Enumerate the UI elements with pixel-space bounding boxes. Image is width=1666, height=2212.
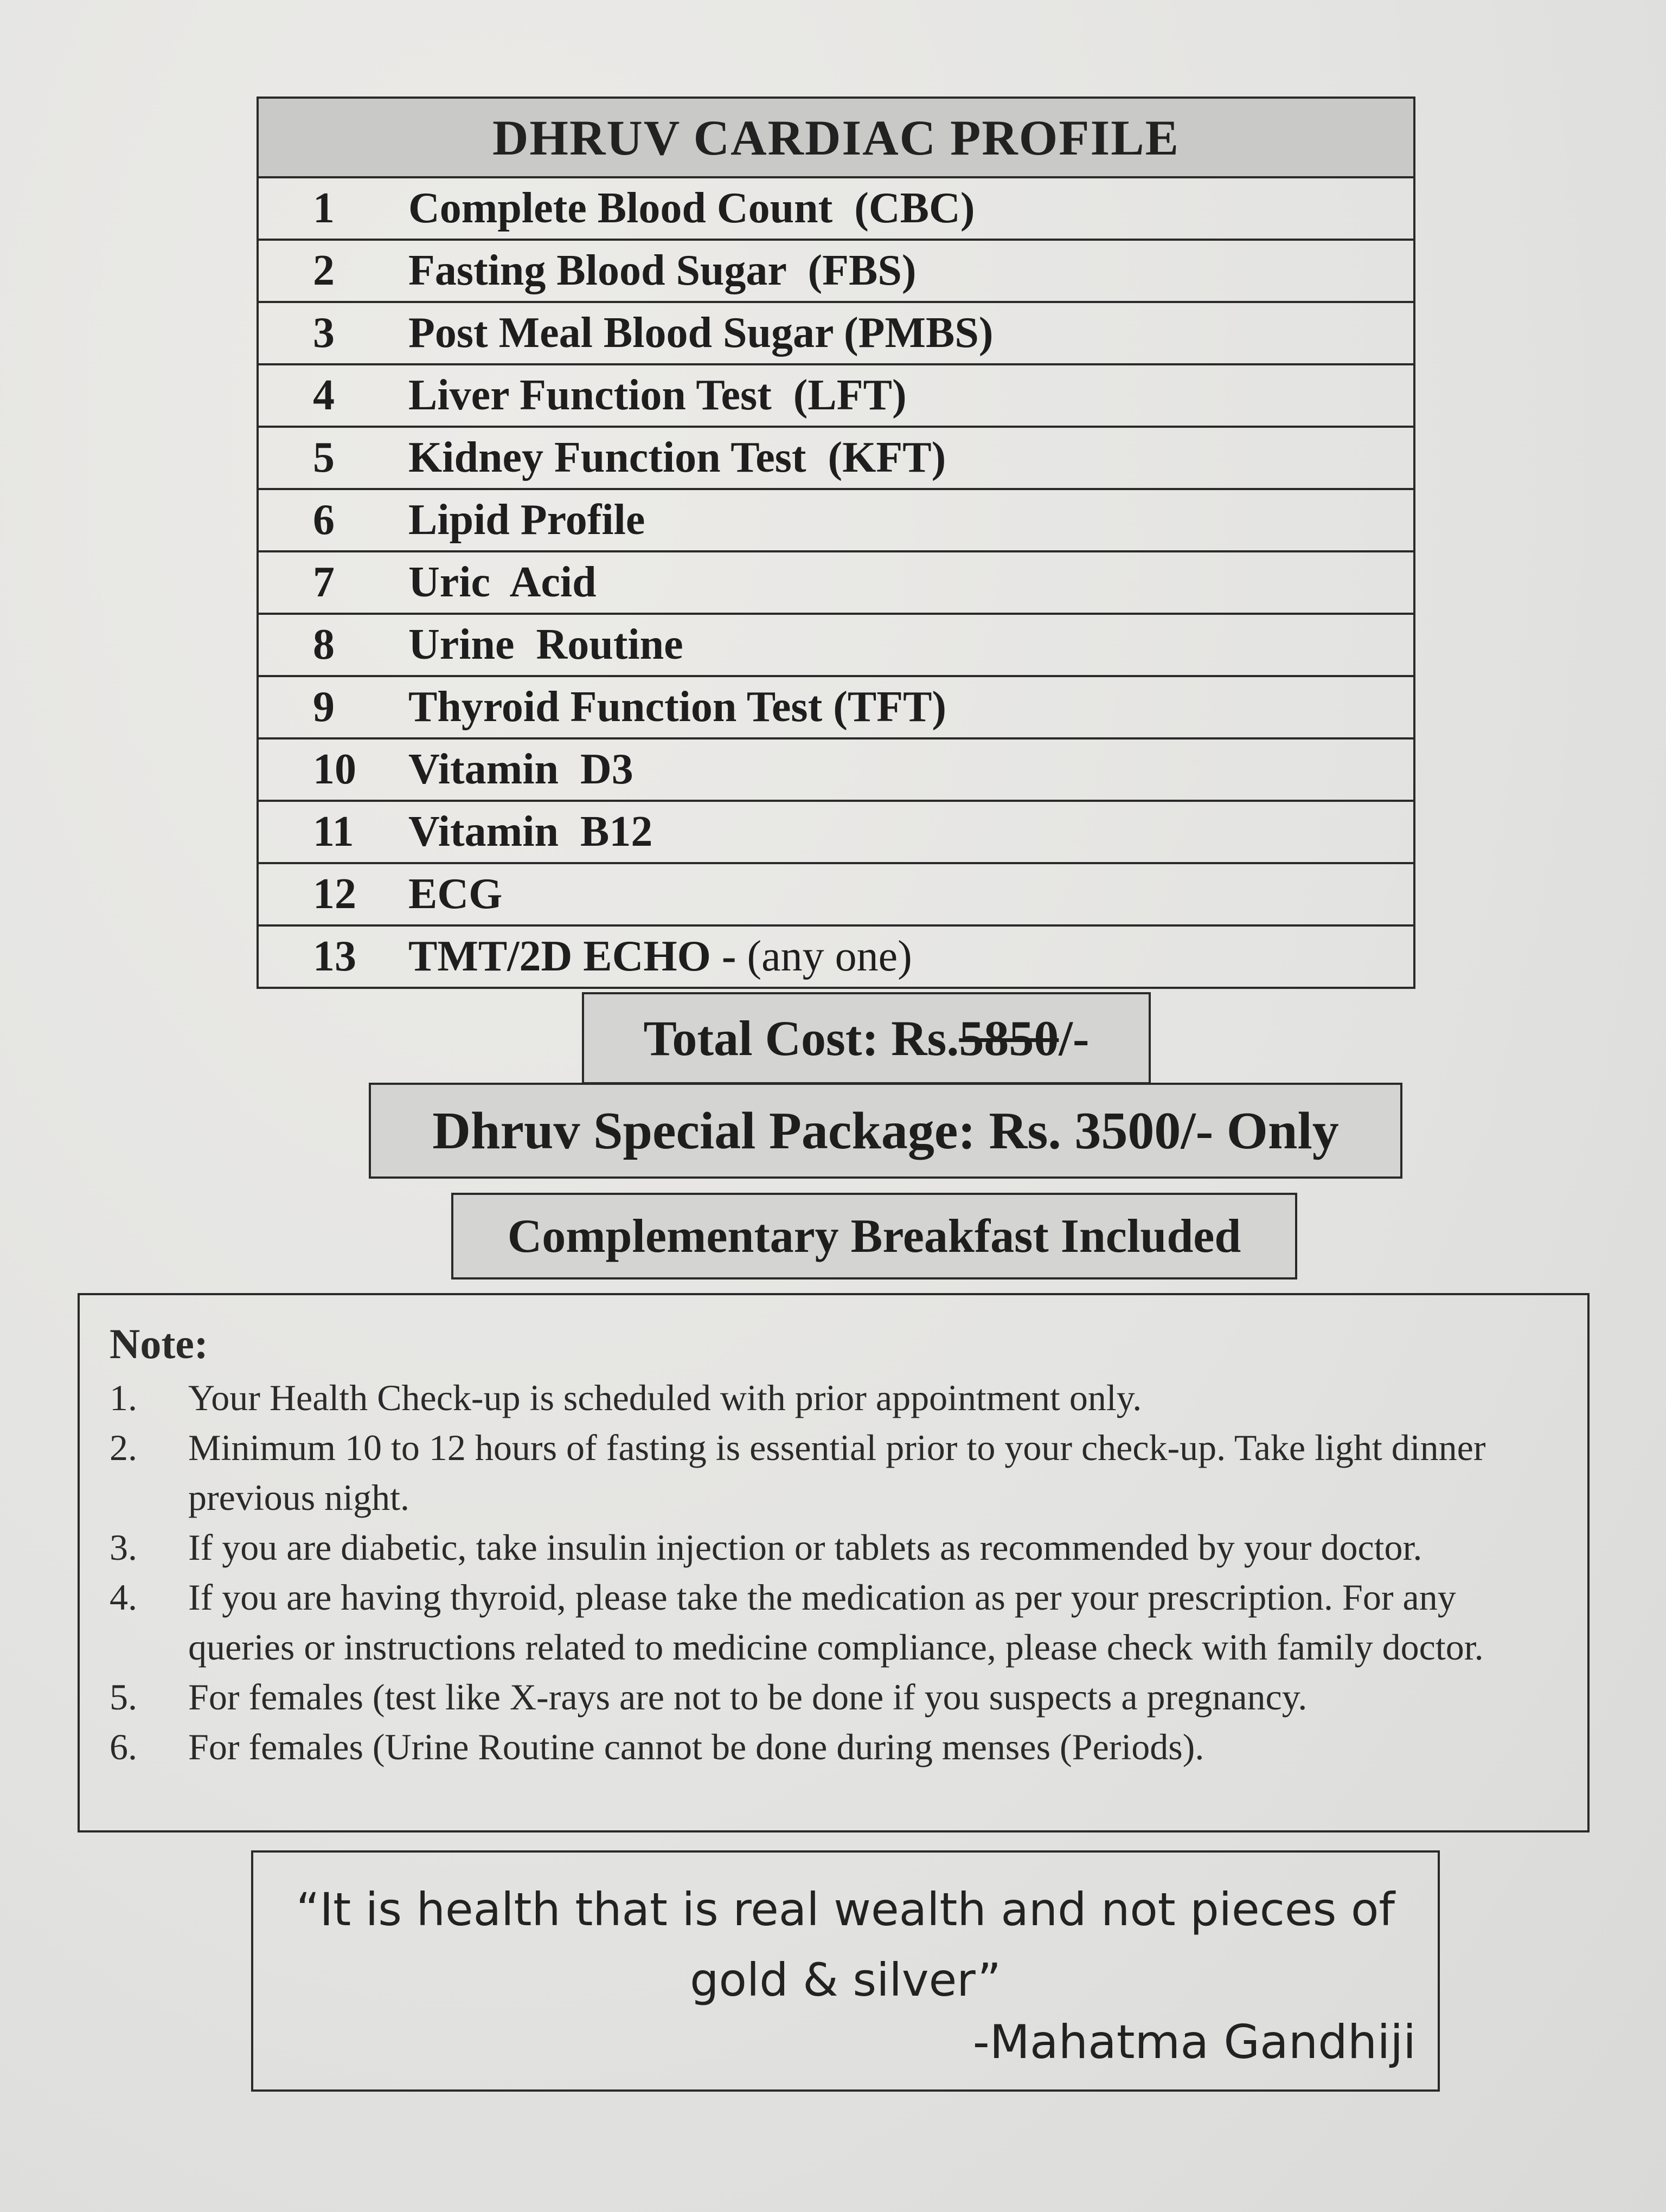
test-name-cell xyxy=(408,932,1413,981)
note-box xyxy=(78,1293,1590,1832)
test-number: 11 xyxy=(313,808,354,856)
total-cost-amount: 5850 xyxy=(959,1011,1059,1066)
total-cost-box xyxy=(582,992,1151,1084)
test-name-cell xyxy=(408,496,1413,545)
test-name: Uric Acid xyxy=(408,558,597,606)
test-number: 13 xyxy=(313,933,356,980)
note-text: Minimum 10 to 12 hours of fasting is essential prior to your check-up. Take light dinner previous night. xyxy=(188,1427,1486,1518)
test-row xyxy=(259,303,1413,365)
test-list xyxy=(259,178,1413,987)
note-item xyxy=(110,1672,1560,1722)
test-name: Fasting Blood Sugar (FBS) xyxy=(408,247,917,294)
test-name: Complete Blood Count (CBC) xyxy=(408,184,975,232)
note-text: Your Health Check-up is scheduled with prior appointment only. xyxy=(188,1377,1142,1418)
note-number: 2. xyxy=(110,1427,137,1468)
test-name: Vitamin D3 xyxy=(408,745,633,793)
breakfast-box xyxy=(451,1193,1297,1279)
test-row xyxy=(259,864,1413,927)
test-name: TMT/2D ECHO - xyxy=(408,933,747,980)
note-list xyxy=(110,1373,1560,1772)
note-text: For females (test like X-rays are not to be done if you suspects a pregnancy. xyxy=(188,1676,1308,1718)
test-name-cell xyxy=(408,745,1413,794)
test-number: 6 xyxy=(313,496,335,544)
test-name: Post Meal Blood Sugar (PMBS) xyxy=(408,309,994,357)
special-package-text: Dhruv Special Package: Rs. 3500/- Only xyxy=(432,1101,1339,1160)
test-row xyxy=(259,178,1413,241)
note-number: 6. xyxy=(110,1726,137,1767)
profile-table xyxy=(257,97,1415,989)
test-name-cell xyxy=(408,308,1413,358)
test-row xyxy=(259,552,1413,615)
note-number: 3. xyxy=(110,1527,137,1568)
test-name-cell xyxy=(408,807,1413,857)
test-number: 8 xyxy=(313,621,335,668)
profile-title: DHRUV CARDIAC PROFILE xyxy=(259,99,1413,178)
test-name-cell xyxy=(408,246,1413,295)
total-cost-label: Total Cost: Rs. xyxy=(643,1011,959,1066)
test-name: Liver Function Test (LFT) xyxy=(408,371,907,419)
note-number: 5. xyxy=(110,1676,137,1718)
test-row xyxy=(259,241,1413,303)
total-cost-suffix: /- xyxy=(1059,1011,1090,1066)
test-name: ECG xyxy=(408,870,503,918)
test-number: 12 xyxy=(313,870,356,918)
note-item xyxy=(110,1722,1560,1772)
test-name: Lipid Profile xyxy=(408,496,645,544)
test-name-cell xyxy=(408,184,1413,233)
test-name: Vitamin B12 xyxy=(408,808,653,856)
note-item xyxy=(110,1522,1560,1572)
note-title: Note: xyxy=(110,1320,208,1367)
test-number: 1 xyxy=(313,184,335,232)
test-row xyxy=(259,677,1413,740)
special-package-box xyxy=(369,1083,1402,1179)
test-name-cell xyxy=(408,433,1413,483)
test-note: (any one) xyxy=(747,933,912,980)
test-name-cell xyxy=(408,683,1413,732)
test-number: 9 xyxy=(313,683,335,731)
test-number: 3 xyxy=(313,309,335,357)
quote-box xyxy=(251,1850,1440,2092)
quote-author: -Mahatma Gandhiji xyxy=(972,2015,1416,2069)
note-item xyxy=(110,1423,1560,1522)
note-number: 4. xyxy=(110,1577,137,1618)
test-number: 7 xyxy=(313,558,335,606)
test-row xyxy=(259,740,1413,802)
test-row xyxy=(259,927,1413,987)
test-name-cell xyxy=(408,870,1413,919)
breakfast-text: Complementary Breakfast Included xyxy=(507,1210,1241,1263)
note-text: For females (Urine Routine cannot be done during menses (Periods). xyxy=(188,1726,1204,1767)
test-number: 4 xyxy=(313,371,335,419)
test-number: 2 xyxy=(313,247,335,294)
note-item xyxy=(110,1373,1560,1423)
quote-text: “It is health that is real wealth and not pieces of gold & silver” xyxy=(296,1883,1395,2007)
test-name-cell xyxy=(408,620,1413,670)
test-name: Urine Routine xyxy=(408,621,683,668)
test-name-cell xyxy=(408,558,1413,607)
test-name: Kidney Function Test (KFT) xyxy=(408,434,946,481)
test-row xyxy=(259,490,1413,552)
test-row xyxy=(259,428,1413,490)
note-text: If you are diabetic, take insulin injection or tablets as recommended by your doctor. xyxy=(188,1527,1422,1568)
note-text: If you are having thyroid, please take the medication as per your prescription. For any queries or instructions related to medicine compliance, please check with family doctor. xyxy=(188,1577,1484,1668)
note-number: 1. xyxy=(110,1377,137,1418)
test-name: Thyroid Function Test (TFT) xyxy=(408,683,947,731)
test-number: 5 xyxy=(313,434,335,481)
test-name-cell xyxy=(408,371,1413,420)
test-row xyxy=(259,802,1413,864)
test-number: 10 xyxy=(313,745,356,793)
test-row xyxy=(259,615,1413,677)
test-row xyxy=(259,365,1413,428)
note-item xyxy=(110,1572,1560,1672)
